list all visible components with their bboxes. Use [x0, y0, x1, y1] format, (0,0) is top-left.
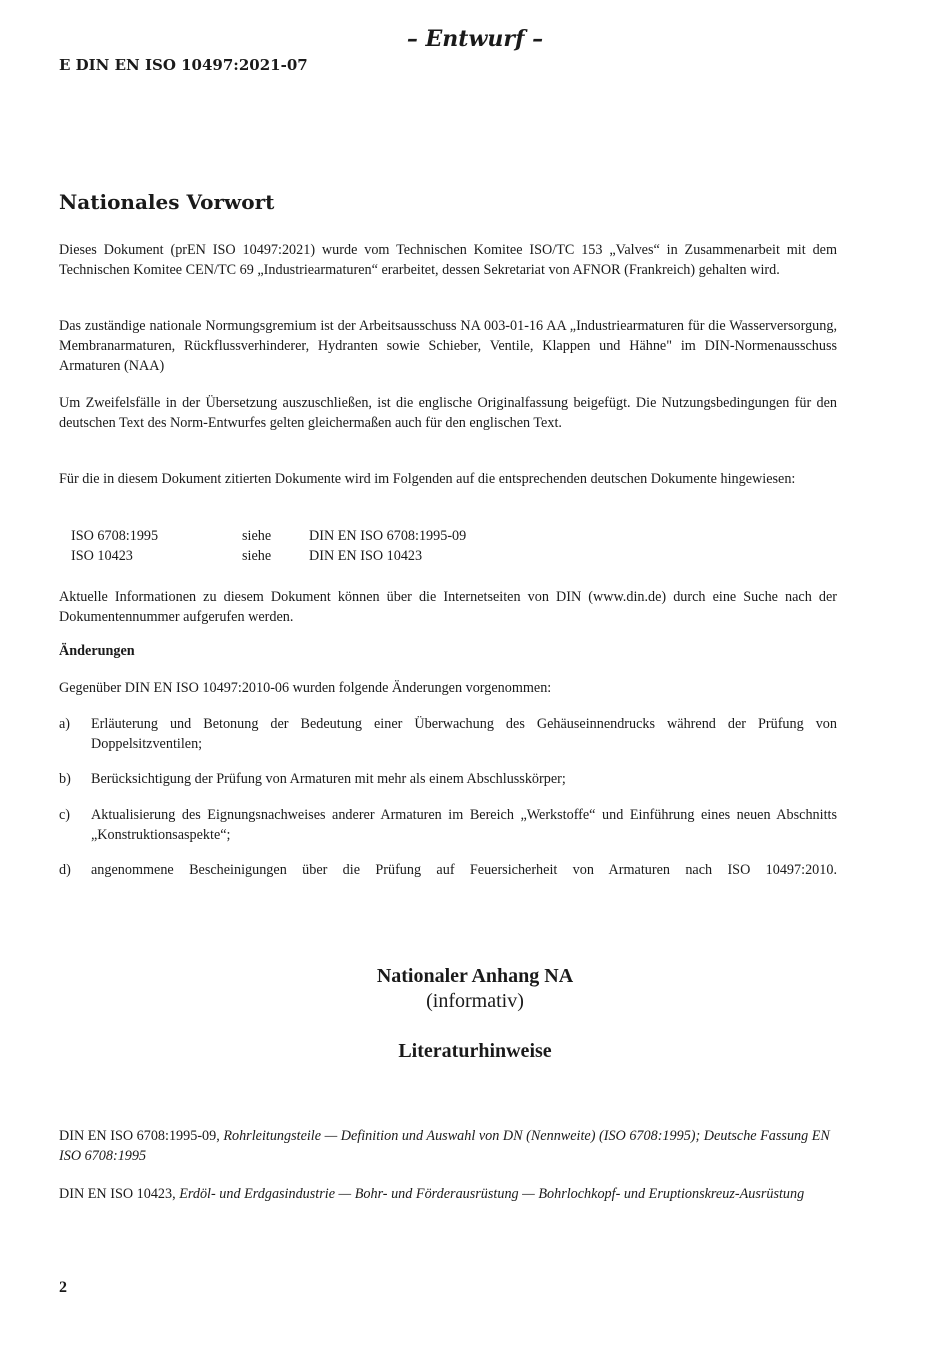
draft-mark: – Entwurf – [406, 26, 544, 52]
iso-ref: ISO 6708:1995 [71, 528, 159, 544]
paragraph-1: Dieses Dokument (prEN ISO 10497:2021) wurde vom Technischen Komitee ISO/TC 153 „Valves“ in Zusammenarbeit mit dem Technischen Komitee CEN/TC 69 „Industriearmaturen“ erarbeitet, dessen Sekretariat von AFNOR (Frankreich) gehalten wird. [59, 242, 837, 278]
paragraph-3: Um Zweifelsfälle in der Übersetzung auszuschließen, ist die englische Originalfassung beigefügt. Die Nutzungsbedingungen für den deutschen Text des Norm-Entwurfes gelten gleichermaßen auch für den englischen Text. [59, 395, 837, 431]
annex-title: Nationaler Anhang NA [376, 965, 574, 987]
list-label: a) [59, 716, 71, 732]
paragraph-2: Das zuständige nationale Normungsgremium ist der Arbeitsausschuss NA 003-01-16 AA „Industriearmaturen für die Wasserversorgung, Membranarmaturen, Rückflussverhinderer, Hydranten sowie Schieber, Ventile, Klappen und Hähne" im DIN-Normenausschuss Armaturen (NAA) [59, 318, 837, 374]
see-word: siehe [242, 548, 272, 564]
list-text: Erläuterung und Betonung der Bedeutung einer Überwachung des Gehäuseinnendrucks während der Prüfung von Doppelsitzventilen; [91, 716, 837, 752]
din-ref: DIN EN ISO 6708:1995-09 [309, 528, 467, 544]
list-item [59, 769, 837, 789]
iso-ref: ISO 10423 [71, 548, 133, 564]
list-item [59, 860, 837, 880]
changes-heading: Änderungen [59, 643, 135, 659]
list-item [59, 805, 837, 845]
bibliography-title: Literaturhinweise [398, 1040, 552, 1062]
reference-row [71, 526, 466, 546]
reference-row [71, 546, 466, 566]
paragraph-4: Für die in diesem Dokument zitierten Dokumente wird im Folgenden auf die entsprechenden deutschen Dokumente hingewiesen: [59, 471, 796, 487]
paragraph-5: Aktuelle Informationen zu diesem Dokument können über die Internetseiten von DIN (www.din.de) durch eine Suche nach der Dokumentennummer aufgerufen werden. [59, 589, 837, 625]
document-id: E DIN EN ISO 10497:2021-07 [59, 56, 308, 74]
annex-subtitle: (informativ) [426, 990, 524, 1012]
list-label: c) [59, 807, 71, 823]
changes-intro: Gegenüber DIN EN ISO 10497:2010-06 wurden folgende Änderungen vorgenommen: [59, 680, 552, 696]
list-text: angenommene Bescheinigungen über die Prüfung auf Feuersicherheit von Armaturen nach ISO 10497:2010. [91, 862, 837, 878]
bibliography-entry [59, 1184, 849, 1204]
list-label: b) [59, 771, 71, 787]
list-item [59, 714, 837, 754]
din-ref: DIN EN ISO 10423 [309, 548, 423, 564]
section-title-vorwort: Nationales Vorwort [59, 190, 275, 214]
ref-id: DIN EN ISO 6708:1995-09, [59, 1128, 224, 1144]
page-number: 2 [59, 1279, 67, 1296]
list-text: Berücksichtigung der Prüfung von Armaturen mit mehr als einem Abschlusskörper; [91, 771, 566, 787]
list-text: Aktualisierung des Eignungsnachweises anderer Armaturen im Bereich „Werkstoffe“ und Einführung eines neuen Abschnitts „Konstruktionsaspekte“; [91, 807, 837, 843]
ref-title: Rohrleitungsteile — Definition und Auswahl von DN (Nennweite) (ISO 6708:1995); Deutsche Fassung EN ISO 6708:1995 [59, 1128, 830, 1164]
ref-title: Erdöl- und Erdgasindustrie — Bohr- und Förderausrüstung — Bohrlochkopf- und Eruptionskreuz-Ausrüstung [179, 1186, 805, 1202]
list-label: d) [59, 862, 71, 878]
reference-table [71, 526, 466, 566]
ref-id: DIN EN ISO 10423, [59, 1186, 180, 1202]
bibliography-entry [59, 1126, 849, 1166]
see-word: siehe [242, 528, 272, 544]
